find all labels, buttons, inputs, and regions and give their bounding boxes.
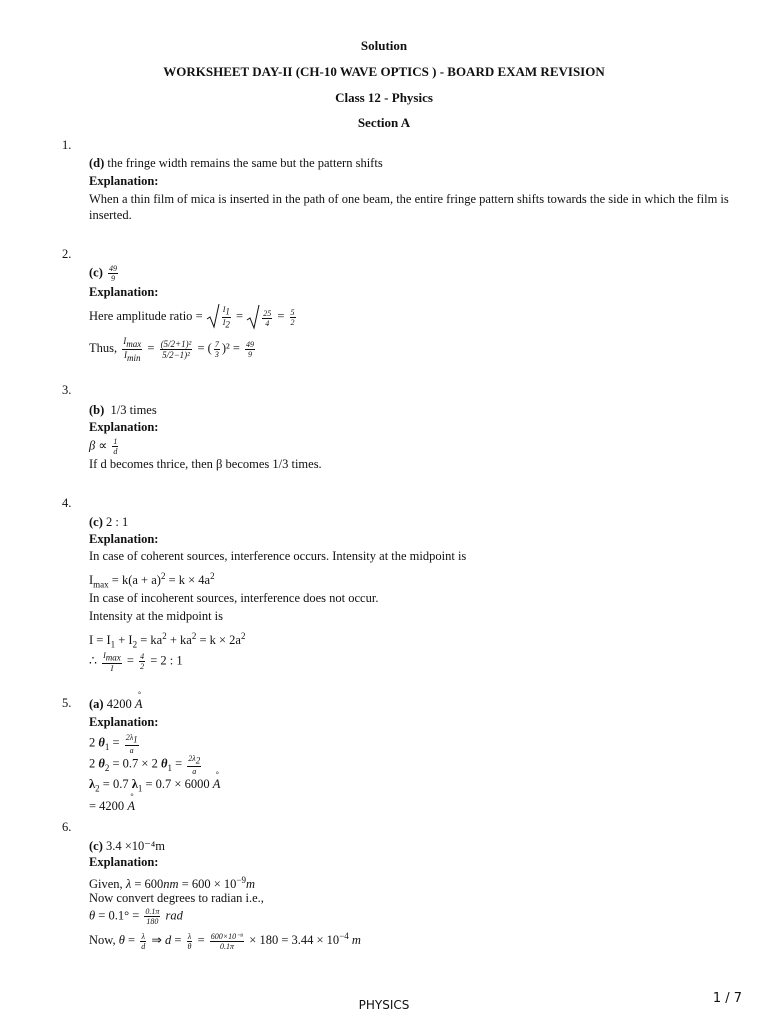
question-number: 3. (62, 383, 72, 397)
math-line: 2 $\theta_1$ = $\frac{2\lambda_1}{a}$ (89, 733, 138, 755)
math-line: $\lambda_2 = 0.7$ $\lambda_1 = 0.7 \times 6000$ ° A (89, 776, 220, 797)
explanation-text: In case of coherent sources, interference occurs. Intensity at the midpoint is (89, 549, 467, 563)
math-line: Given, $\lambda = 600nm = 600 \times 10^{-9}m$ (89, 875, 256, 892)
explanation-label: Explanation: (89, 285, 159, 299)
class-title: Class 12 - Physics (335, 90, 433, 105)
answer-line: (b) 1/3 times (89, 403, 157, 417)
explanation-label: Explanation: (89, 532, 159, 546)
explanation-text: When a thin film of mica is inserted in the path of one beam, the entire fringe pattern shifts towards the side in which the film is inserted. (89, 192, 729, 222)
math-line: Here amplitude ratio = $\frac{I_1}{I_2}$ = $\frac{25}{4}$ = $\frac{5}{2}$ (89, 305, 295, 330)
math-line: Now, θ = $\frac{\lambda}{d}$ ⇒ d = $\frac{\lambda}{\theta}$ = $\frac{\text{600×10⁻⁹}}{0.1\pi}$ × $180 = 3.44 \times 10^{-4}$ m (89, 931, 361, 951)
answer-line: (d) the fringe width remains the same but the pattern shifts (89, 156, 383, 170)
math-line: β ∝ $\frac{1}{d}$ (89, 437, 118, 456)
explanation-label: Explanation: (89, 715, 159, 729)
math-line: Thus, $\frac{I_{max}}{I_{min}}$ = $\frac{\text{(5/2+1)²}}{\text{5/2−1)²}}$ = ( $\frac{7}{3}$ )² = $\frac{49}{9}$ (89, 336, 255, 363)
math-line: $I = I_1 + I_2 = ka^2 + ka^2 = k \times 2a^2$ (89, 631, 246, 650)
question-number: 6. (62, 820, 72, 834)
question-number: 5. (62, 696, 72, 710)
footer-subject: PHYSICS (358, 998, 410, 1012)
question-number: 2. (62, 247, 72, 261)
answer-line: (a) 4200 ° A (89, 696, 142, 712)
explanation-text: Intensity at the midpoint is (89, 609, 224, 623)
page-number: 1 / 7 (712, 991, 742, 1006)
worksheet-title: WORKSHEET DAY-II (CH-10 WAVE OPTICS ) - BOARD EXAM REVISION (163, 64, 605, 79)
answer-line: (c) 3.4 ×10⁻⁴m (89, 839, 165, 853)
explanation-text: Now convert degrees to radian i.e., (89, 891, 264, 905)
section-title: Section A (357, 115, 411, 130)
math-line: $I_{max} = k(a + a)^2 = k \times 4a^2$ (89, 571, 215, 590)
question-number: 4. (62, 496, 72, 510)
explanation-label: Explanation: (89, 174, 159, 188)
explanation-label: Explanation: (89, 420, 159, 434)
answer-line: (c) 2 : 1 (89, 515, 129, 529)
explanation-text: If d becomes thrice, then β becomes 1/3 times. (89, 457, 322, 471)
answer-line: (c) $\frac{49}{9}$ (89, 264, 117, 283)
math-line: = 4200 ° A (89, 798, 135, 814)
math-line: θ = 0.1° = $\frac{0.1\pi}{180}$ rad (89, 907, 183, 926)
math-line: 2 $\theta_2 = 0.7 \times 2$ $\theta_1$ = $\frac{2\lambda_2}{a}$ (89, 754, 201, 776)
explanation-text: In case of incoherent sources, interference does not occur. (89, 591, 379, 605)
explanation-label: Explanation: (89, 855, 159, 869)
solution-title: Solution (360, 38, 408, 53)
math-line: ∴ $\frac{I_{max}}{I}$ = $\frac{4}{2}$ = 2 : 1 (89, 651, 183, 673)
question-number: 1. (62, 138, 72, 152)
